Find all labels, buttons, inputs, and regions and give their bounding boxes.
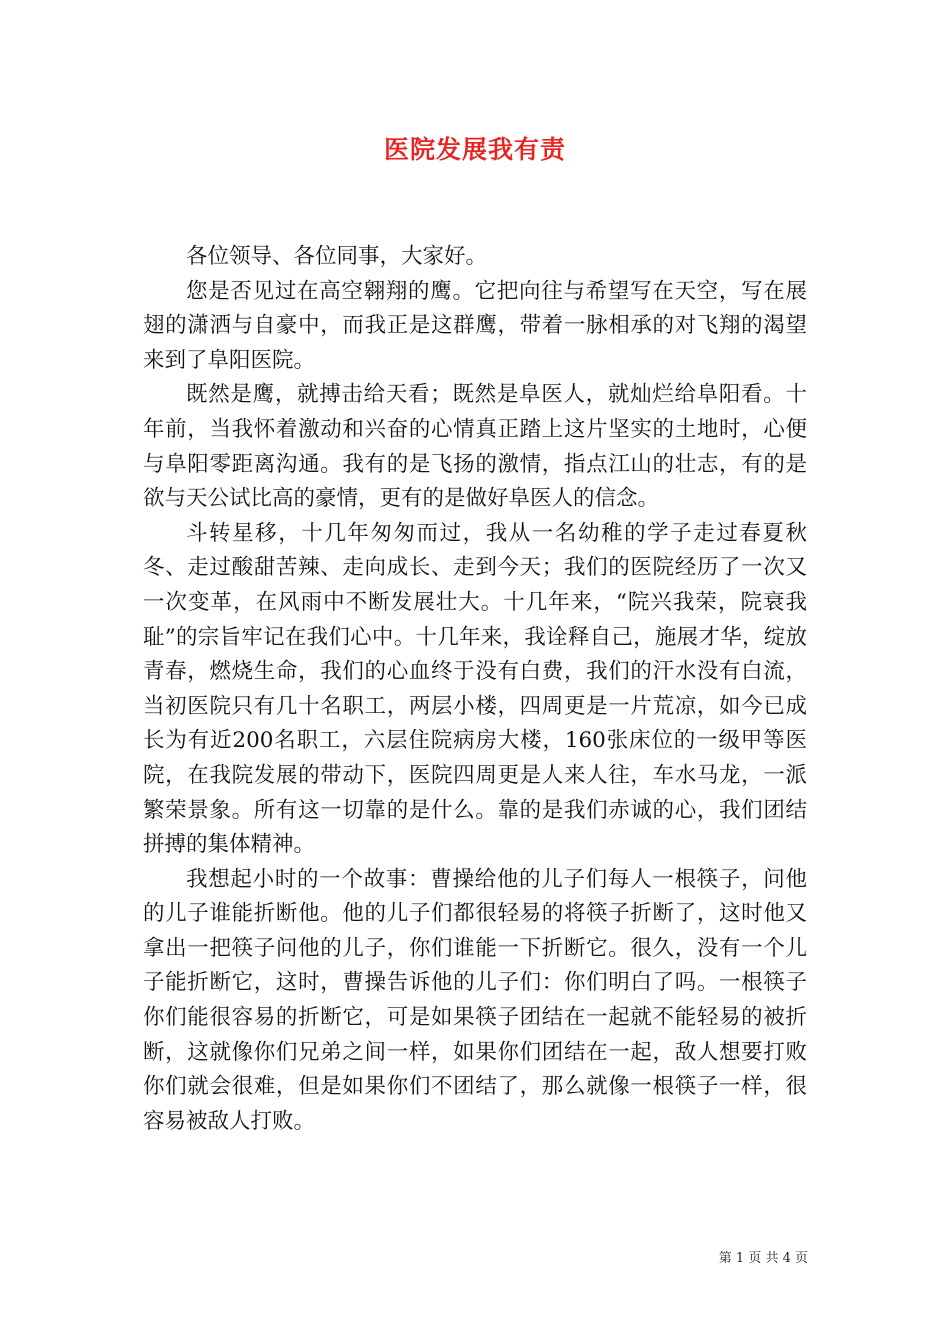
paragraph-fuyang: 既然是鹰，就搏击给天看；既然是阜医人，就灿烂给阜阳看。十年前，当我怀着激动和兴奋的心情真正踏上这片坚实的土地时，心便与阜阳零距离沟通。我有的是飞扬的激情，指点江山的壮志，有的是欲与天公试比高的豪情，更有的是做好阜医人的信念。 <box>143 382 807 512</box>
page-number-footer: 第 1 页 共 4 页 <box>718 1251 808 1266</box>
document-body <box>143 240 807 1139</box>
paragraph-story: 我想起小时的一个故事：曹操给他的儿子们每人一根筷子，问他的儿子谁能折断他。他的儿子们都很轻易的将筷子折断了，这时他又拿出一把筷子问他的儿子，你们谁能一下折断它。很久，没有一个儿子能折断它，这时，曹操告诉他的儿子们：你们明白了吗。一根筷子你们能很容易的折断它，可是如果筷子团结在一起就不能轻易的被折断，这就像你们兄弟之间一样，如果你们团结在一起，敌人想要打败你们就会很难，但是如果你们不团结了，那么就像一根筷子一样，很容易被敌人打败。 <box>143 866 807 1134</box>
paragraph-greeting: 各位领导、各位同事，大家好。 <box>186 244 488 269</box>
document-title: 医院发展我有责 <box>383 135 566 164</box>
paragraph-eagle: 您是否见过在高空翱翔的鹰。它把向往与希望写在天空，写在展翅的潇洒与自豪中，而我正是这群鹰，带着一脉相承的对飞翔的渴望来到了阜阳医院。 <box>143 278 807 373</box>
paragraph-development: 斗转星移，十几年匆匆而过，我从一名幼稚的学子走过春夏秋冬、走过酸甜苦辣、走向成长、走到今天；我们的医院经历了一次又一次变革，在风雨中不断发展壮大。十几年来，“院兴我荣，院衰我耻”的宗旨牢记在我们心中。十几年来，我诠释自己，施展才华，绽放青春，燃烧生命，我们的心血终于没有白费，我们的汗水没有白流，当初医院只有几十名职工，两层小楼，四周更是一片荒凉，如今已成长为有近200名职工，六层住院病房大楼，160张床位的一级甲等医院，在我院发展的带动下，医院四周更是人来人往，车水马龙，一派繁荣景象。所有这一切靠的是什么。靠的是我们赤诚的心，我们团结拼搏的集体精神。 <box>143 520 807 858</box>
